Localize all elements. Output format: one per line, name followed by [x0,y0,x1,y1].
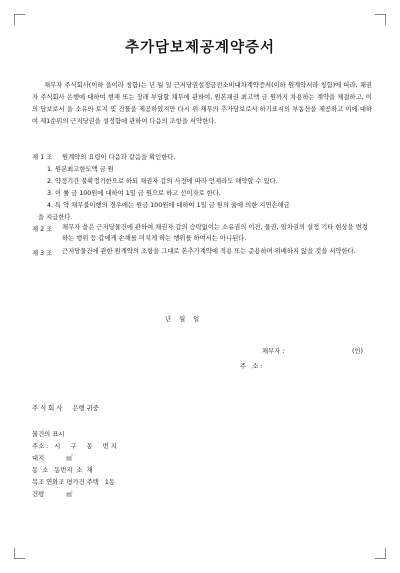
property-line: 건평 ㎡ [32,491,73,498]
article-1-text: 원계약의 요령이 다음과 같음을 확인한다. [62,154,176,161]
article-2-text: 채무자 을은 근저당물건에 관하여 채권자 갑의 승락없이는 소유권의 이전, 물권, 임차권의 설정 기타 현상을 변경하는 행위 등 갑에게 손해를 미치게 하는 행위를 하여서는 아니된다. [62,224,368,242]
page-corner-mark [14,548,25,559]
document-title: 추가담보제공계약증서 [124,40,276,56]
article-1-item: 4. 특 약 채무불이행의 경우에는 원금 100원에 대하여 1일 금 원의 율에 의한 지연손해금 [47,202,290,209]
article-2-label: 제 2 조 [32,226,53,233]
article-1-item: 1. 원본최고한도액 금 원 [47,166,114,173]
article-3-text: 근저당물건에 관한 원계약의 조항을 그대로 본추가계약에 적용 또는 준용하며 위배하지 않을 것을 서약한다. [62,248,356,255]
article-1-item: 2. 약정기간 불확정기한으로 하되 채권자 갑의 사정에 따라 언제라도 해약할 수 있다. [47,178,278,185]
debtor-label: 채무자 : [262,348,285,355]
article-1-item: 을 지급한다. [38,214,73,221]
address-label: 주 소 : [240,363,263,370]
seal-mark: (인) [352,348,363,355]
property-line: 주소 : 시 구 동 번 지 [32,443,117,450]
article-1-label: 제 1 조 [32,154,53,161]
property-line: 목조 연와조 평가건 주택 1동 [32,479,115,486]
property-heading: 물건의 표시 [32,431,65,438]
recipient-line: 주 식 회 사 은행 귀중 [32,405,99,412]
page-corner-mark [375,548,386,559]
property-line: 동 소 동번지 소 재 [32,467,93,474]
intro-paragraph: 채무자 주식회사(이하 을이라 칭함)는 년 월 일 근저당권설정금전소비대차계약증서(이하 원계약서라 칭함)에 따라, 채권자 주식회사 은행에 대하여 현재 또는 장래 부담할 채무에 관하여, 원본채권 최고액 금 원까지 차용하는 계약을 체결하고, 이의 담보로서 을 소유의 토지 및 건물을 제공하였지만 다시 위 채무의 추가담보로서 하기표시의 부동산을 제공하고 이에 대하여 제1순위의 근저당권을 설정함에 관하여 다음의 조항을 서약한다. [32,82,372,125]
page-corner-mark [375,14,386,25]
page-corner-mark [14,14,25,25]
date-line: 년 월 일 [165,316,200,323]
article-3-label: 제 3 조 [32,250,53,257]
property-line: 대지 ㎡ [32,455,73,462]
article-1-item: 3. 이 률 금 100원에 대하여 1일 금 원으로 하고 선이자로 한다. [47,190,221,197]
